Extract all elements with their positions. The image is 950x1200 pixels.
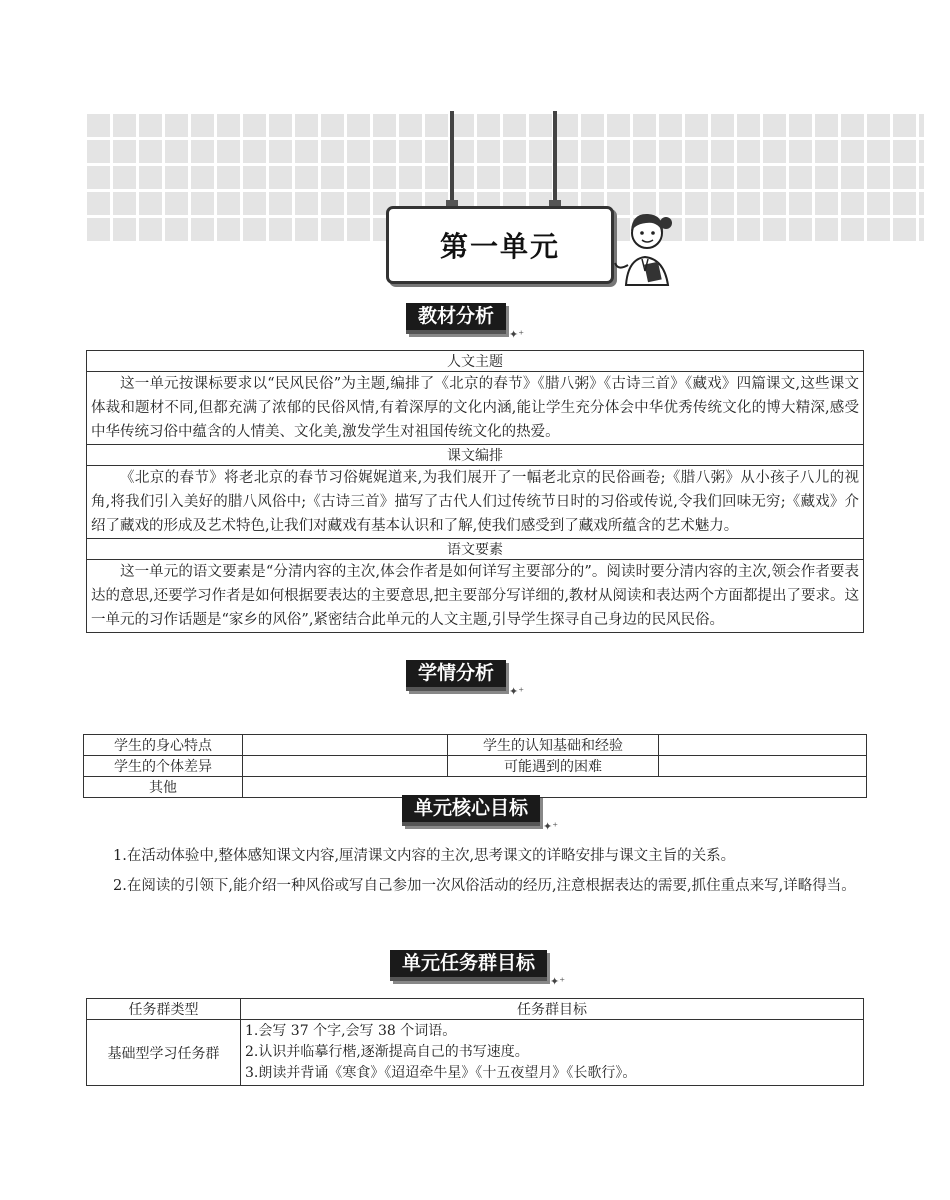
task-goal-item: 2.认识并临摹行楷,逐渐提高自己的书写速度。	[245, 1044, 529, 1060]
table-heading: 课文编排	[87, 445, 864, 466]
table-heading: 语文要素	[87, 539, 864, 560]
value-cognitive[interactable]	[659, 735, 867, 756]
value-difficulties[interactable]	[659, 756, 867, 777]
unit-title: 第一单元	[439, 230, 560, 263]
value-individual[interactable]	[243, 756, 448, 777]
value-physical[interactable]	[243, 735, 448, 756]
sparkle-icon: ✦⁺	[550, 975, 566, 988]
section-student-analysis	[406, 660, 525, 698]
label-cognitive: 学生的认知基础和经验	[448, 735, 659, 756]
section-textbook-analysis	[406, 303, 525, 341]
teacher-illustration-icon	[612, 205, 678, 287]
sign-rope-right	[553, 111, 557, 208]
sparkle-icon: ✦⁺	[509, 328, 525, 341]
section-core-goals	[402, 795, 559, 833]
sparkle-icon: ✦⁺	[543, 820, 559, 833]
label-other: 其他	[84, 777, 243, 798]
section-title: 教材分析	[406, 303, 506, 334]
sign-rope-left	[450, 111, 454, 208]
section-title: 学情分析	[406, 660, 506, 691]
table-cell: 这一单元的语文要素是“分清内容的主次,体会作者是如何详写主要部分的”。阅读时要分清内容的主次,领会作者要表达的意思,还要学习作者是如何根据要表达的主要意思,把主要部分写详细的,教材从阅读和表达两个方面都提出了要求。这一单元的习作话题是“家乡的风俗”,紧密结合此单元的人文主题,引导学生探寻自己身边的民风民俗。	[87, 560, 864, 633]
task-goals-table	[86, 998, 864, 1086]
student-analysis-table	[83, 734, 867, 798]
col-header-type: 任务群类型	[87, 999, 241, 1020]
task-type-cell: 基础型学习任务群	[87, 1020, 241, 1086]
unit-sign	[386, 206, 614, 284]
label-difficulties: 可能遇到的困难	[448, 756, 659, 777]
task-goal-item: 1.会写 37 个字,会写 38 个词语。	[245, 1023, 457, 1039]
table-cell: 《北京的春节》将老北京的春节习俗娓娓道来,为我们展开了一幅老北京的民俗画卷;《腊八粥》从小孩子八儿的视角,将我们引入美好的腊八风俗中;《古诗三首》描写了古代人们过传统节日时的习俗或传说,令我们回味无穷;《藏戏》介绍了藏戏的形成及艺术特色,让我们对藏戏有基本认识和了解,使我们感受到了藏戏所蕴含的艺术魅力。	[87, 466, 864, 539]
label-individual: 学生的个体差异	[84, 756, 243, 777]
core-goal-item: 2.在阅读的引领下,能介绍一种风俗或写自己参加一次风俗活动的经历,注意根据表达的需要,抓住重点来写,详略得当。	[113, 878, 856, 894]
section-title: 单元核心目标	[402, 795, 540, 826]
core-goal-item: 1.在活动体验中,整体感知课文内容,厘清课文内容的主次,思考课文的详略安排与课文主旨的关系。	[113, 848, 736, 864]
table-cell: 这一单元按课标要求以“民风民俗”为主题,编排了《北京的春节》《腊八粥》《古诗三首》《藏戏》四篇课文,这些课文体裁和题材不同,但都充满了浓郁的民俗风情,有着深厚的文化内涵,能让学生充分体会中华优秀传统文化的博大精深,感受中华传统习俗中蕴含的人情美、文化美,激发学生对祖国传统文化的热爱。	[87, 372, 864, 445]
section-title: 单元任务群目标	[390, 950, 547, 981]
label-physical: 学生的身心特点	[84, 735, 243, 756]
textbook-analysis-table	[86, 350, 864, 633]
table-heading: 人文主题	[87, 351, 864, 372]
task-goal-item: 3.朗读并背诵《寒食》《迢迢牵牛星》《十五夜望月》《长歌行》。	[245, 1065, 637, 1081]
sparkle-icon: ✦⁺	[509, 685, 525, 698]
section-task-goals	[390, 950, 566, 988]
core-goals-list	[84, 844, 866, 899]
col-header-goal: 任务群目标	[241, 999, 864, 1020]
